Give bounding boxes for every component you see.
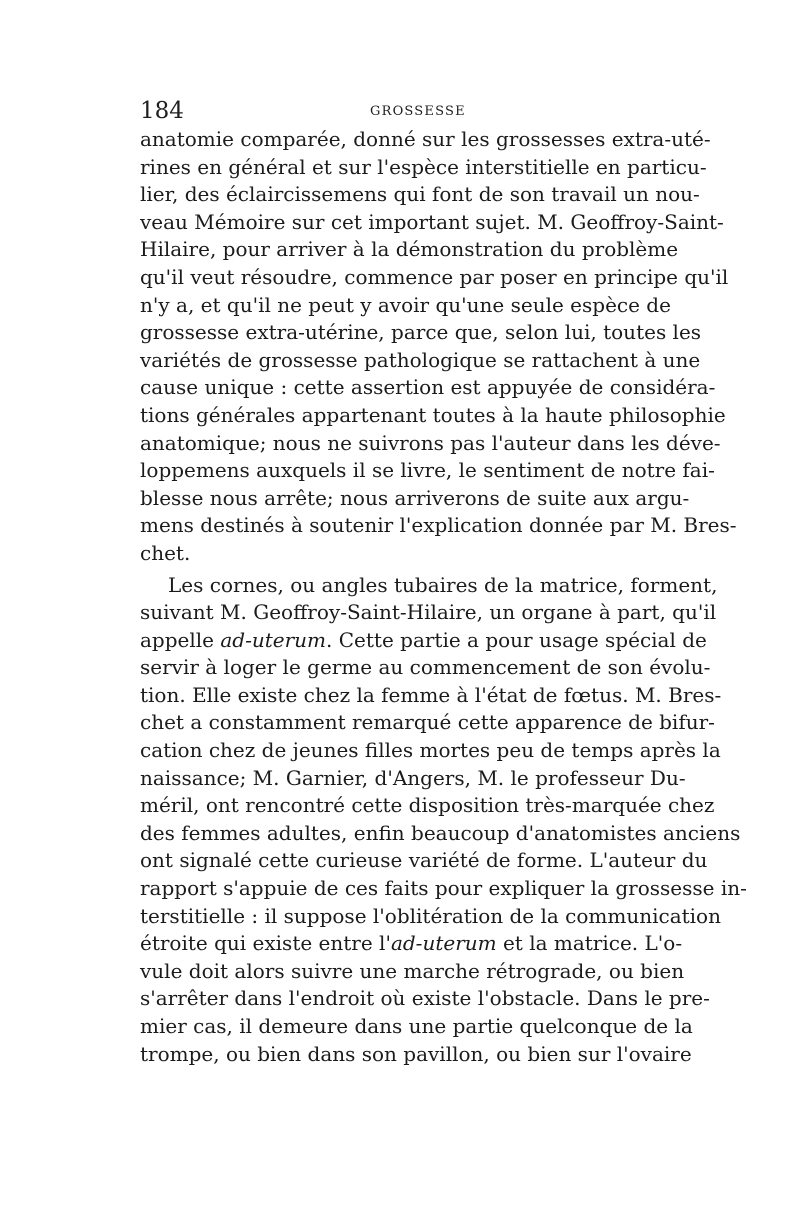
running-title: GROSSESSE: [370, 104, 466, 119]
paragraph: [140, 572, 747, 1069]
text-segment: étroite qui existe entre l': [140, 931, 391, 956]
text-line: cation chez de jeunes filles mortes peu de temps après la: [140, 738, 721, 763]
text-line: mier cas, il demeure dans une partie quelconque de la: [140, 1014, 693, 1038]
text-line: suivant M. Geoffroy-Saint-Hilaire, un organe à part, qu'il: [140, 600, 717, 625]
text-line: tion. Elle existe chez la femme à l'état de fœtus. M. Bres-: [140, 682, 722, 707]
text-line: servir à loger le germe au commencement de son évolu-: [140, 655, 711, 680]
text-line: rines en général et sur l'espèce interstitielle en particu-: [140, 154, 707, 179]
text-line: variétés de grossesse pathologique se rattachent à une: [140, 347, 701, 372]
text-segment: . Cette partie a pour usage spécial de: [326, 627, 707, 652]
italic-term: ad-uterum: [220, 627, 327, 652]
page-number: 184: [140, 98, 184, 124]
running-head: [140, 96, 660, 126]
body-text: [140, 126, 747, 1068]
text-line: des femmes adultes, enfin beaucoup d'anatomistes anciens: [140, 820, 741, 845]
text-line: Les cornes, ou angles tubaires de la matrice, forment,: [168, 572, 718, 597]
text-line: tions générales appartenant toutes à la haute philosophie: [140, 402, 726, 427]
text-line: mens destinés à soutenir l'explication donnée par M. Bres-: [140, 513, 737, 538]
text-line: chet a constamment remarqué cette apparence de bifur-: [140, 710, 715, 735]
text-line: cause unique : cette assertion est appuyée de considéra-: [140, 375, 716, 400]
text-line: naissance; M. Garnier, d'Angers, M. le professeur Du-: [140, 765, 686, 790]
text-line: terstitielle : il suppose l'oblitération de la communication: [140, 903, 721, 928]
text-line: rapport s'appuie de ces faits pour expliquer la grossesse in-: [140, 876, 747, 901]
text-line: loppemens auxquels il se livre, le sentiment de notre fai-: [140, 458, 715, 483]
text-line: méril, ont rencontré cette disposition très-marquée chez: [140, 793, 715, 818]
text-line: s'arrêter dans l'endroit où existe l'obstacle. Dans le pre-: [140, 986, 710, 1011]
text-line: blesse nous arrête; nous arriverons de suite aux argu-: [140, 485, 690, 510]
text-line: Hilaire, pour arriver à la démonstration du problème: [140, 237, 679, 262]
text-line: n'y a, et qu'il ne peut y avoir qu'une seule espèce de: [140, 292, 671, 317]
text-line: anatomie comparée, donné sur les grossesses extra-uté-: [140, 127, 711, 151]
text-line: qu'il veut résoudre, commence par poser en principe qu'il: [140, 264, 729, 289]
text-segment: appelle: [140, 627, 221, 652]
text-segment: et la matrice. L'o-: [496, 931, 683, 956]
text-line: [140, 627, 707, 655]
text-line: ont signalé cette curieuse variété de forme. L'auteur du: [140, 848, 708, 873]
text-line: trompe, ou bien dans son pavillon, ou bien sur l'ovaire: [140, 1041, 692, 1066]
text-line: veau Mémoire sur cet important sujet. M. Geoffroy-Saint-: [140, 209, 724, 234]
paragraph: [140, 126, 737, 568]
text-line: grossesse extra-utérine, parce que, selon lui, toutes les: [140, 320, 702, 345]
italic-term: ad-uterum: [390, 931, 497, 956]
text-line: chet.: [140, 540, 191, 565]
text-line: vule doit alors suivre une marche rétrograde, ou bien: [140, 958, 685, 983]
text-line: lier, des éclaircissemens qui font de son travail un nou-: [140, 182, 700, 207]
text-line: anatomique; nous ne suivrons pas l'auteur dans les déve-: [140, 430, 721, 455]
text-line: [140, 930, 683, 958]
